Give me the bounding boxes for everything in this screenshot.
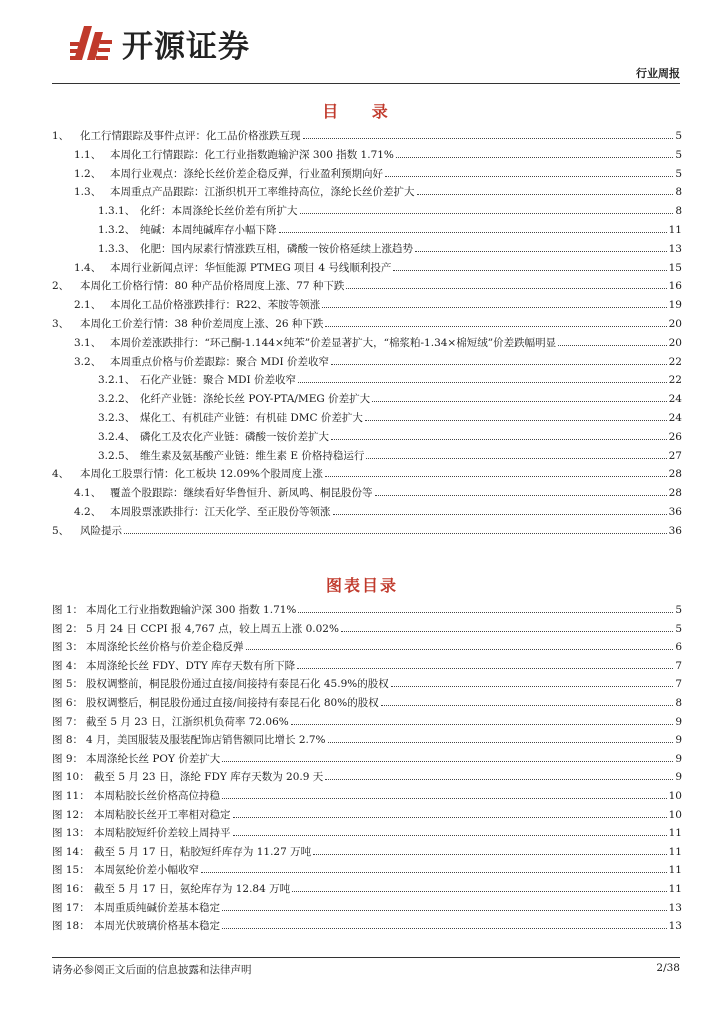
toc-entry-title: 本周化工品价格涨跌排行：R22、苯胺等领涨 xyxy=(110,299,321,312)
toc-entry-page: 5 xyxy=(675,130,682,142)
toc-entry-page: 15 xyxy=(668,261,682,274)
toc-entry-number: 4.1、 xyxy=(74,487,102,500)
toc-entry-number: 3.2.1、 xyxy=(98,374,136,387)
figure-entry-title: 本周粘胶长丝开工率相对稳定 xyxy=(94,808,231,821)
figure-leader-dots xyxy=(201,872,667,873)
figure-entry-title: 本周涤纶长丝价格与价差企稳反弹 xyxy=(86,641,244,654)
toc-entry-title: 化肥：国内尿素行情涨跌互相，磷酸一铵价格延续上涨趋势 xyxy=(140,242,413,255)
toc-entry[interactable] xyxy=(74,504,682,520)
toc-entry[interactable] xyxy=(98,391,682,407)
figure-entry[interactable] xyxy=(52,881,682,897)
figure-entry[interactable] xyxy=(52,807,682,823)
toc-entry-title: 化纤：本周涤纶长丝价差有所扩大 xyxy=(140,205,298,218)
figure-entry-number: 图 5： xyxy=(52,678,84,691)
figure-leader-dots xyxy=(233,835,667,836)
figure-entry-page: 10 xyxy=(668,790,682,802)
toc-entry-page: 26 xyxy=(668,430,682,443)
brand-logo-icon xyxy=(68,20,114,66)
figure-entry-number: 图 10： xyxy=(52,771,90,784)
figure-leader-dots xyxy=(297,668,673,669)
figure-entry[interactable] xyxy=(52,658,682,674)
toc-entry-page: 22 xyxy=(668,374,682,387)
toc-entry-title: 磷化工及农化产业链：磷酸一铵价差扩大 xyxy=(140,430,329,443)
toc-entry-title: 纯碱：本周纯碱库存小幅下降 xyxy=(140,224,277,236)
toc-entry[interactable] xyxy=(98,410,682,426)
toc-leader-dots xyxy=(303,138,674,139)
toc-entry[interactable] xyxy=(52,278,682,294)
figure-entry-number: 图 9： xyxy=(52,752,84,765)
figure-entry-page: 5 xyxy=(675,604,682,616)
toc-entry-number: 1.3、 xyxy=(74,186,102,199)
figure-entry[interactable] xyxy=(52,862,682,878)
figure-leader-dots xyxy=(391,686,674,687)
figure-entry[interactable] xyxy=(52,695,682,711)
footer-page-number: 2/38 xyxy=(656,962,680,974)
toc-leader-dots xyxy=(331,439,667,440)
toc-entry-number: 3、 xyxy=(52,318,70,330)
toc-entry[interactable] xyxy=(98,448,682,464)
toc-entry-title: 本周化工价格行情：80 种产品价格周度上涨、77 种下跌 xyxy=(80,280,345,293)
figure-entry-title: 截至 5 月 23 日，江浙织机负荷率 72.06% xyxy=(86,715,289,728)
figure-entry-number: 图 3： xyxy=(52,641,84,654)
figure-entry-page: 13 xyxy=(668,920,682,933)
figure-entry[interactable] xyxy=(52,825,682,841)
figure-entry-page: 11 xyxy=(668,864,682,877)
figure-entry[interactable] xyxy=(52,900,682,916)
figure-entry[interactable] xyxy=(52,602,682,618)
toc-entry-page: 36 xyxy=(668,524,682,537)
toc-entry-number: 1.4、 xyxy=(74,261,102,274)
figure-entry[interactable] xyxy=(52,732,682,748)
figure-leader-dots xyxy=(222,798,667,799)
figure-entry-number: 图 11： xyxy=(52,790,90,802)
figure-entry-page: 11 xyxy=(668,883,682,895)
toc-leader-dots xyxy=(279,232,667,233)
report-type-label: 行业周报 xyxy=(636,67,680,80)
figure-entry-number: 图 7： xyxy=(52,715,84,728)
toc-entry-page: 36 xyxy=(668,506,682,518)
toc-entry-number: 3.2.5、 xyxy=(98,449,136,462)
toc-entry-number: 1、 xyxy=(52,130,70,142)
header-divider xyxy=(52,83,680,84)
toc-entry[interactable] xyxy=(74,354,682,370)
footer-divider xyxy=(52,957,680,958)
figure-entry-number: 图 12： xyxy=(52,808,90,821)
toc-leader-dots xyxy=(415,251,667,252)
toc-entry-number: 4.2、 xyxy=(74,506,102,518)
toc-entry[interactable] xyxy=(98,429,682,445)
toc-entry[interactable] xyxy=(52,466,682,482)
toc-leader-dots xyxy=(365,420,667,421)
toc-entry[interactable] xyxy=(74,485,682,501)
toc-leader-dots xyxy=(333,514,667,515)
toc-entry-number: 2、 xyxy=(52,280,70,293)
toc-entry-page: 28 xyxy=(668,487,682,500)
toc-entry-number: 1.3.1、 xyxy=(98,205,136,218)
figure-entry-title: 股权调整后，桐昆股份通过直接/间接持有泰昆石化 80%的股权 xyxy=(86,697,379,709)
figure-entry[interactable] xyxy=(52,751,682,767)
footer-disclaimer: 请务必参阅正文后面的信息披露和法律声明 xyxy=(52,964,252,976)
figure-entry[interactable] xyxy=(52,621,682,637)
figure-entry-title: 本周化工行业指数跑输沪深 300 指数 1.71% xyxy=(86,604,297,616)
figure-entry[interactable] xyxy=(52,844,682,860)
figure-leader-dots xyxy=(222,910,667,911)
toc-entry[interactable] xyxy=(74,166,682,182)
toc-entry-number: 1.3.2、 xyxy=(98,224,136,236)
toc-leader-dots xyxy=(300,213,674,214)
toc-entry-title: 覆盖个股跟踪：继续看好华鲁恒升、新凤鸣、桐昆股份等 xyxy=(110,487,373,500)
toc-entry-number: 4、 xyxy=(52,468,70,481)
figure-leader-dots xyxy=(381,705,674,706)
figure-entry[interactable] xyxy=(52,639,682,655)
figure-entry-title: 本周粘胶短纤价差较上周持平 xyxy=(94,827,231,840)
figure-entry-page: 11 xyxy=(668,845,682,858)
toc-entry-page: 5 xyxy=(675,167,682,180)
toc-entry-page: 22 xyxy=(668,355,682,368)
figure-entry-title: 4 月，美国服装及服装配饰店销售额同比增长 2.7% xyxy=(86,734,326,747)
figure-entry-number: 图 1： xyxy=(52,604,84,616)
figure-entry-title: 本周粘胶长丝价格高位持稳 xyxy=(94,790,220,802)
figure-entry-page: 9 xyxy=(675,715,682,728)
toc-leader-dots xyxy=(372,401,667,402)
toc-entry-title: 化工行情跟踪及事件点评：化工品价格涨跌互现 xyxy=(80,130,301,142)
figure-leader-dots xyxy=(292,891,666,892)
toc-leader-dots xyxy=(322,307,666,308)
figure-leader-dots xyxy=(222,928,667,929)
figure-entry-number: 图 2： xyxy=(52,622,84,635)
toc-entry[interactable] xyxy=(74,297,682,313)
figure-leader-dots xyxy=(298,612,673,613)
toc-entry-page: 24 xyxy=(668,393,682,406)
brand-name: 开源证券 xyxy=(122,28,250,65)
toc-entry-number: 2.1、 xyxy=(74,299,102,312)
figure-leader-dots xyxy=(313,854,666,855)
toc-entry[interactable] xyxy=(98,222,682,238)
figure-entry-title: 截至 5 月 17 日，氨纶库存为 12.84 万吨 xyxy=(94,883,291,895)
figure-entry-number: 图 13： xyxy=(52,827,90,840)
toc-entry-page: 19 xyxy=(668,299,682,312)
figure-entry-title: 本周氨纶价差小幅收窄 xyxy=(94,864,199,877)
toc-entry-title: 本周价差涨跌排行：“环己酮-1.144×纯苯”价差显著扩大，“棉浆粕-1.34×棉短绒”价差跌幅明显 xyxy=(110,336,557,349)
figure-entry-page: 13 xyxy=(668,901,682,914)
toc-entry-title: 本周股票涨跌排行：江天化学、至正股份等领涨 xyxy=(110,506,331,518)
toc-entry[interactable] xyxy=(52,523,682,539)
figure-leader-dots xyxy=(328,742,674,743)
toc-leader-dots xyxy=(331,364,667,365)
toc-entry-number: 3.2、 xyxy=(74,355,102,368)
figure-entry-title: 本周涤纶长丝 FDY、DTY 库存天数有所下降 xyxy=(86,659,296,672)
toc-entry-number: 1.3.3、 xyxy=(98,242,136,255)
toc-entry[interactable] xyxy=(74,260,682,276)
toc-entry-page: 8 xyxy=(675,205,682,218)
figure-leader-dots xyxy=(325,779,673,780)
figure-entry-page: 9 xyxy=(675,752,682,765)
figure-entry[interactable] xyxy=(52,769,682,785)
toc-entry-page: 11 xyxy=(668,224,682,236)
figure-entry-page: 7 xyxy=(675,659,682,672)
toc-entry-number: 3.2.4、 xyxy=(98,430,136,443)
toc-entry-title: 本周行业观点：涤纶长丝价差企稳反弹，行业盈利预期向好 xyxy=(110,167,383,180)
figure-leader-dots xyxy=(291,724,674,725)
toc-entry-page: 16 xyxy=(668,280,682,293)
toc-entry-title: 本周化工股票行情：化工板块 12.09%个股周度上涨 xyxy=(80,468,323,481)
figure-entry-title: 5 月 24 日 CCPI 报 4,767 点，较上周五上涨 0.02% xyxy=(86,622,339,635)
figure-entry-page: 6 xyxy=(675,641,682,654)
figure-entry-number: 图 16： xyxy=(52,883,90,895)
toc-leader-dots xyxy=(417,194,674,195)
toc-leader-dots xyxy=(325,476,667,477)
figure-entry-title: 股权调整前，桐昆股份通过直接/间接持有泰昆石化 45.9%的股权 xyxy=(86,678,389,691)
figure-entry-page: 10 xyxy=(668,808,682,821)
toc-entry-page: 8 xyxy=(675,186,682,199)
figure-entry-number: 图 17： xyxy=(52,901,90,914)
figure-entry-page: 9 xyxy=(675,734,682,747)
toc-entry-number: 1.1、 xyxy=(74,148,102,161)
toc-entry[interactable] xyxy=(74,335,682,351)
toc-entry-page: 5 xyxy=(675,148,682,161)
toc-entry-page: 28 xyxy=(668,468,682,481)
figure-entry-page: 7 xyxy=(675,678,682,691)
figure-leader-dots xyxy=(222,761,673,762)
figure-entry-title: 本周重质纯碱价差基本稳定 xyxy=(94,901,220,914)
figure-list xyxy=(52,602,682,942)
figure-leader-dots xyxy=(341,631,673,632)
toc-leader-dots xyxy=(325,326,666,327)
toc-entry-number: 3.2.2、 xyxy=(98,393,136,406)
toc-entry-page: 24 xyxy=(668,412,682,424)
toc-leader-dots xyxy=(375,495,667,496)
toc-leader-dots xyxy=(385,176,673,177)
toc-entry[interactable] xyxy=(98,372,682,388)
figure-entry-number: 图 4： xyxy=(52,659,84,672)
toc-entry[interactable] xyxy=(74,184,682,200)
toc-entry-number: 5、 xyxy=(52,524,70,537)
toc-entry-title: 风险提示 xyxy=(80,524,122,537)
toc-leader-dots xyxy=(366,458,666,459)
figure-entry[interactable] xyxy=(52,714,682,730)
toc-entry-title: 维生素及氨基酸产业链：维生素 E 价格持稳运行 xyxy=(140,449,365,462)
toc-entry-title: 本周行业新闻点评：华恒能源 PTMEG 项目 4 号线顺利投产 xyxy=(110,261,392,274)
figure-entry-title: 本周涤纶长丝 POY 价差扩大 xyxy=(86,752,221,765)
figure-entry-page: 11 xyxy=(668,827,682,840)
toc-entry-page: 20 xyxy=(668,336,682,349)
figure-entry-title: 截至 5 月 17 日，粘胶短纤库存为 11.27 万吨 xyxy=(94,845,312,858)
toc-entry-page: 20 xyxy=(668,318,682,330)
toc-entry-title: 本周化工价差行情：38 种价差周度上涨、26 种下跌 xyxy=(80,318,324,330)
toc-entry-title: 本周化工行情跟踪：化工行业指数跑输沪深 300 指数 1.71% xyxy=(110,148,394,161)
toc-entry-title: 煤化工、有机硅产业链：有机硅 DMC 价差扩大 xyxy=(140,412,363,424)
figure-entry-number: 图 8： xyxy=(52,734,84,747)
toc-entry-title: 本周重点价格与价差跟踪：聚合 MDI 价差收窄 xyxy=(110,355,329,368)
figure-leader-dots xyxy=(233,817,667,818)
figure-entry-number: 图 14： xyxy=(52,845,90,858)
toc-entry-number: 3.1、 xyxy=(74,336,102,349)
toc-entry-page: 27 xyxy=(668,449,682,462)
figure-leader-dots xyxy=(246,649,674,650)
toc-leader-dots xyxy=(393,270,666,271)
toc-leader-dots xyxy=(558,345,667,346)
toc-entry[interactable] xyxy=(52,316,682,332)
page-header xyxy=(0,0,724,90)
figure-entry[interactable] xyxy=(52,788,682,804)
toc-entry[interactable] xyxy=(52,128,682,144)
brand-logo xyxy=(68,20,250,66)
toc-title: 目 录 xyxy=(322,102,402,121)
toc-entry-page: 13 xyxy=(668,242,682,255)
toc-leader-dots xyxy=(298,382,667,383)
figure-entry-page: 9 xyxy=(675,771,682,784)
figure-entry[interactable] xyxy=(52,918,682,934)
figure-entry-page: 5 xyxy=(675,622,682,635)
figure-entry-number: 图 18： xyxy=(52,920,90,933)
figure-entry-title: 本周光伏玻璃价格基本稳定 xyxy=(94,920,220,933)
toc-leader-dots xyxy=(396,157,673,158)
table-of-contents xyxy=(52,128,682,548)
toc-entry-title: 石化产业链：聚合 MDI 价差收窄 xyxy=(140,374,296,387)
figure-entry-number: 图 6： xyxy=(52,697,84,709)
toc-entry-number: 1.2、 xyxy=(74,167,102,180)
figure-list-title: 图表目录 xyxy=(325,576,398,595)
toc-entry-title: 化纤产业链：涤纶长丝 POY-PTA/MEG 价差扩大 xyxy=(140,393,371,406)
toc-leader-dots xyxy=(346,288,666,289)
toc-entry-number: 3.2.3、 xyxy=(98,412,136,424)
toc-entry[interactable] xyxy=(74,147,682,163)
toc-leader-dots xyxy=(124,533,667,534)
figure-entry-title: 截至 5 月 23 日，涤纶 FDY 库存天数为 20.9 天 xyxy=(94,771,324,784)
figure-entry[interactable] xyxy=(52,676,682,692)
toc-entry-title: 本周重点产品跟踪：江浙织机开工率维持高位，涤纶长丝价差扩大 xyxy=(110,186,415,199)
toc-entry[interactable] xyxy=(98,203,682,219)
toc-entry[interactable] xyxy=(98,241,682,257)
figure-entry-number: 图 15： xyxy=(52,864,90,877)
figure-entry-page: 8 xyxy=(675,697,682,709)
